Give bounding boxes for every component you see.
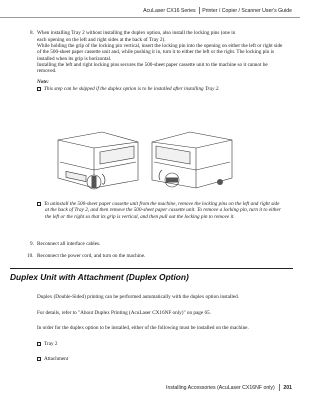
header-rule [0, 17, 300, 18]
checkbox-bullet-icon [37, 202, 41, 206]
step-10-text: Reconnect the power cord, and turn on the machine. [37, 253, 146, 259]
step-9-number: 9. [30, 241, 34, 247]
step-8-number: 8. [30, 30, 34, 36]
header-series: AcuLaser CX16 Series [143, 7, 196, 14]
step-9-text: Reconnect all interface cables. [37, 241, 101, 247]
step-8-line2: each opening on the left and right sides at the back of Tray 2). [37, 36, 166, 43]
header-separator [199, 7, 200, 14]
step-8-para2: Installing the left and right locking pins secures the 500-sheet paper cassette unit to the machine so it cannot be removed. [37, 62, 268, 75]
note-item-1-text: This step can be skipped if the duplex option is to be installed after installing Tray 2. [44, 86, 220, 92]
section-paragraph-2: For details, refer to "About Duplex Printing (AcuLaser CX16NF only)" on page 65. [37, 310, 211, 316]
page-number: 201 [283, 384, 292, 391]
page-header [0, 7, 292, 14]
list-item [37, 356, 68, 362]
header-guide: Printer / Copier / Scanner User's Guide [202, 7, 292, 14]
page-footer [0, 384, 292, 391]
footer-separator [279, 384, 280, 391]
note-item-1 [37, 86, 283, 92]
section-title: Duplex Unit with Attachment (Duplex Option) [10, 272, 189, 282]
checkbox-bullet-icon [37, 87, 41, 91]
step-8-para1: While holding the grip of the locking pin vertical, insert the locking pin into the opening on either the left or right side of the 500-sheet paper cassette unit and, while pushing it in, turn it to either the left or the right. The locking pin is installed when its grip is horizontal. [37, 43, 283, 62]
note-item-2 [45, 201, 283, 220]
footer-text: Installing Accessories (AcuLaser CX16NF only) [166, 384, 275, 391]
section-rule [10, 268, 293, 269]
section-paragraph-3: In order for the duplex option to be installed, either of the following must be installed on the machine. [37, 325, 249, 331]
step-8-line1: When installing Tray 2 without installing the duplex option, also install the locking pins (one in [37, 30, 236, 36]
list-item-text: Attachment [44, 356, 69, 362]
checkbox-bullet-icon [37, 357, 41, 361]
list-item-text: Tray 2 [44, 341, 58, 347]
locking-pin-illustration [50, 122, 240, 194]
checkbox-bullet-icon [37, 342, 41, 346]
printer-left-illustration [58, 132, 138, 188]
step-10-number: 10. [27, 253, 34, 259]
list-item [37, 341, 58, 347]
note-label: Note: [37, 79, 49, 85]
section-paragraph-1: Duplex (Double-Sided) printing can be performed automatically with the duplex option installed. [37, 294, 239, 300]
note-item-2-text: To uninstall the 500-sheet paper cassette unit from the machine, remove the locking pins on the left and right side at the back of Tray 2, and then remove the 500-sheet paper cassette unit. To remove a locking pin, turn it to either the left or the right so that its grip is vertical, and then pull out the locking pin to remove it. [44, 201, 281, 220]
